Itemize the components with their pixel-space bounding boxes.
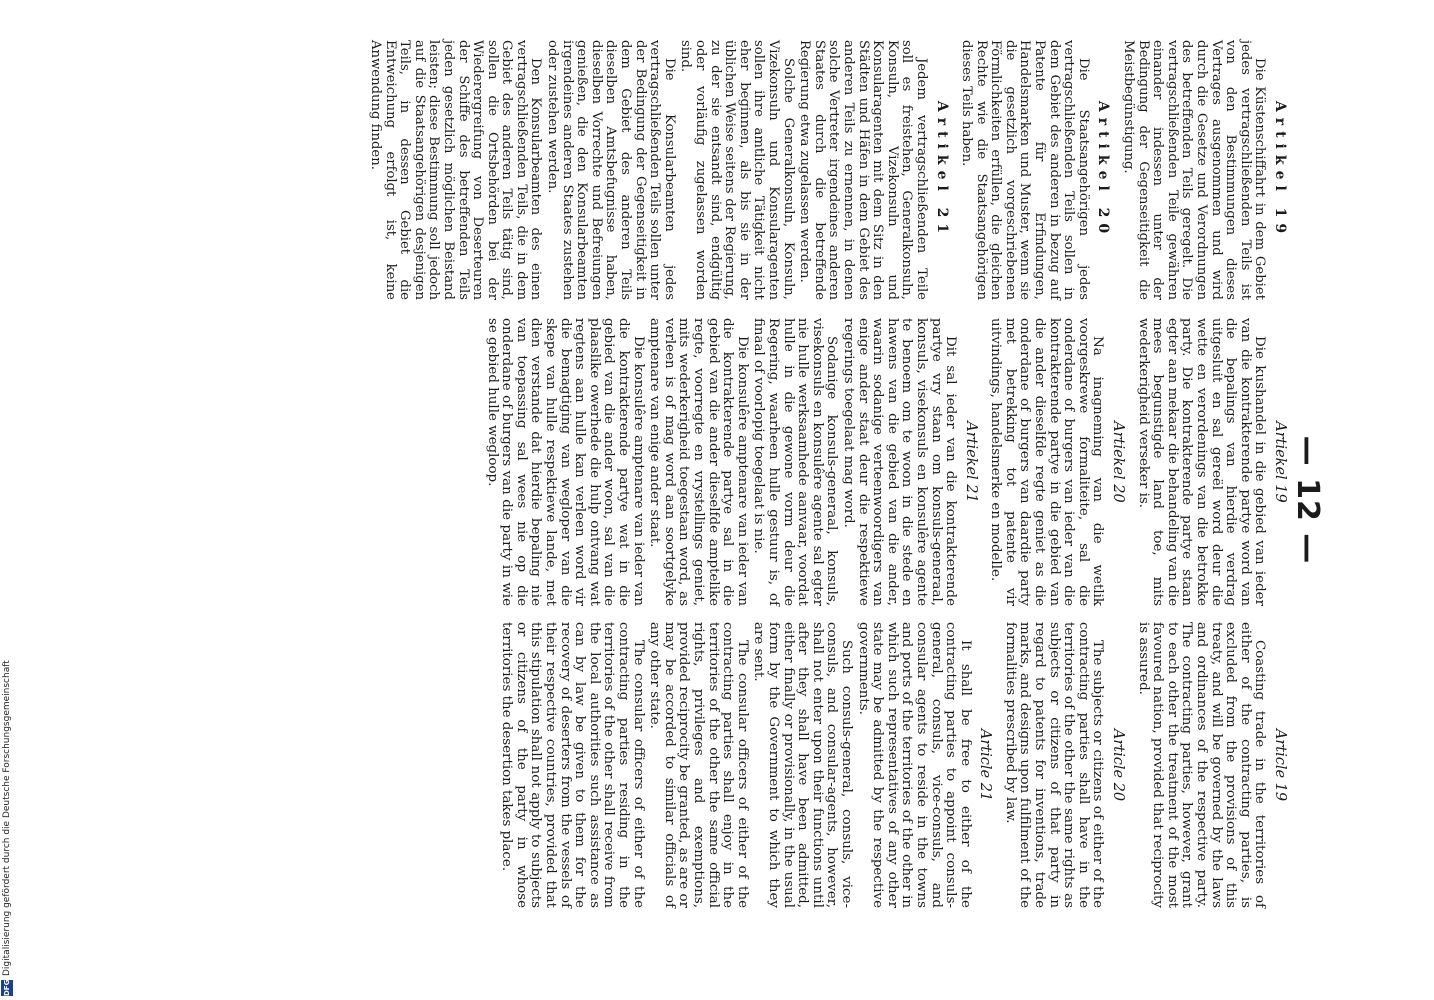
article-heading: Article 20 xyxy=(1110,728,1127,802)
article-heading: Artiekel 21 xyxy=(962,421,979,503)
paragraph: Such consuls-general, consuls, vice-consuls, and consular-agents, however, shall not enter upon their functions until after they shall have been admitted, either finally or provisionally, in the usual form by the Government to which they are sent. xyxy=(751,622,854,908)
article-heading: Article 21 xyxy=(977,728,994,802)
paragraph: Die konsulêre amptenare van ieder van die kontrakterende partye sal in die gebied van die ander dieselfde amptelike regte, voorregte en vrystellings geniet, mits wederkerigheid toegestaan word, as verleen is of mag word aan soortgelyke amptenare van enige ander staat. xyxy=(647,318,750,606)
rotated-page xyxy=(315,0,1325,1000)
paragraph: Den Konsularbeamten des einen vertragschließenden Teils, die in dem Gebiet des anderen Teils tätig sind, sollen die Ortsbehörden bei der Wiederergreifung von Deserteuren der Schiffe des betreffenden Teils jeden gesetzlich möglichen Beistand leisten; diese Bestimmung soll jedoch auf die Staatsangehörigen desjenigen Teils, in dessen Gebiet die Entweichung erfolgt ist, keine Anwendung finden. xyxy=(367,40,544,300)
paragraph: Sodanige konsuls-generaal, konsuls, visekonsuls en konsulêre agente sal egter nie hulle werksaamhede aanvaar, voordat hulle in die gewone vorm deur die Regering, waarheen hulle gestuur is, of finaal of voorlopig toegelaat is nie. xyxy=(751,318,840,606)
side-note-text: Digitalisierung gefördert durch die Deutsche Forschungsgemeinschaft xyxy=(2,660,12,976)
side-note-strip xyxy=(2,6,16,996)
paragraph: The consular officers of either of the contracting parties residing in the territories of the other shall receive from the local authorities such assistance as can by law be given to them for the recovery of deserters from the vessels of their respective countries, provided that this stipulation shall not apply to subjects or citizens of the party in whose territories the desertion takes place. xyxy=(499,622,646,908)
article-heading: Artikel 19 xyxy=(1272,100,1288,240)
paragraph: Die kushandel in die gebied van ieder van die kontrakterende partye word van die bepalings van hierdie verdrag uitgesluit en sal gereël word deur die wette en verordenings van die betrokke party. Die kontrakterende partye staan egter aan mekaar die behandeling van die mees begunstigde land toe, mits wederkerigheid verseker is. xyxy=(1135,318,1268,606)
paragraph: Die konsulêre amptenare van ieder van die kontrakterende partye wat in die gebied van die ander woon, sal van die plaaslike owerhede die hulp ontvang wat regtens aan hulle kan verleen word vir die bemagtiging van wegloper van die skepe van hulle respektiewe lande, met dien verstande dat hierdie bepaling nie van toepassing sal wees nie op die onderdane of burgers van die party in wie se gebied hulle wegloop. xyxy=(484,318,646,606)
article-heading: Artiekel 19 xyxy=(1272,421,1288,503)
paragraph: Die Küstenschiffahrt in dem Gebiet jedes vertragschließenden Teils ist von den Bestimmungen dieses Vertrages ausgenommen und wird durch die Gesetze und Verordnungen des betreffenden Teils geregelt. Die vertragschließenden Teile gewähren einander indessen unter der Bedingung der Gegenseitigkeit die Meistbegünstigung. xyxy=(1121,40,1268,300)
paragraph: Solche Generalkonsuln, Konsuln, Vizekonsuln und Konsularagenten sollen ihre amtliche Tätigkeit nicht eher beginnen, als bis sie in der üblichen Weise seitens der Regierung, zu der sie entsandt sind, endgültig oder vorläufig zugelassen worden sind. xyxy=(678,40,796,300)
afrikaans-column xyxy=(484,318,1287,606)
article-heading: Artikel 20 xyxy=(1095,100,1112,240)
paragraph: Die Staatsangehörigen jedes vertragschließenden Teils sollen in dem Gebiet des anderen in bezug auf Patente für Erfindungen, Handelsmarken und Muster, wenn sie die gesetzlich vorgeschriebenen Förmlichkeiten erfüllen, die gleichen Rechte wie die Staatsangehörigen dieses Teils haben. xyxy=(959,40,1091,300)
paragraph: The subjects or citizens of either of the contracting parties shall have in the territories of the other the same rights as subjects or citizens of that party in regard to patents for inventions, trade marks, and designs upon fulfilment of the formalities prescribed by law. xyxy=(1002,622,1106,908)
paragraph: It shall be free to either of the contracting parties to appoint consuls-general, consuls, vice-consuls, and consular agents to reside in the towns and ports of the territories of the other in which such representatives of any other state may be admitted by the respective governments. xyxy=(855,622,973,908)
article-heading: Article 19 xyxy=(1272,728,1288,802)
dfg-logo-icon: DFG xyxy=(3,979,11,996)
german-column xyxy=(367,40,1287,300)
paragraph: Na inagneming van die wetlik voorgeskrewe formaliteite, sal die onderdane of burgers van ieder van die kontrakterende partye in die gebied van die ander dieselfde regte geniet as die onderdane of burgers van daardie party met betrekking tot patente vir uitvindings, handelsmerke en modelle. xyxy=(988,318,1106,606)
paragraph: Jedem vertragschließenden Teile soll es freistehen, Generalkonsuln, Konsuln, Vizekonsuln und Konsularagenten mit dem Sitz in den Städten und Häfen in dem Gebiet des anderen Teils zu ernennen, in denen solche Vertreter irgendeines anderen Staates durch die betreffende Regierung etwa zugelassen werden. xyxy=(797,40,929,300)
paragraph: Dit sal ieder van die kontrakterende partye vry staan om konsuls-generaal, konsuls, visekonsuls en konsulêre agente te benoem om te woon in die stede en hawens van die gebied van die ander, waarin sodanige verteenwoordigers van enige ander staat deur die respektiewe regerings toegelaat mag word. xyxy=(840,318,959,606)
article-heading: Artikel 21 xyxy=(933,100,950,240)
paragraph: Die Konsularbeamten jedes vertragschließenden Teils sollen unter der Bedingung der Gegenseitigkeit in dem Gebiet des anderen Teils dieselben Amtsbefugnisse haben, dieselben Vorrechte und Befreiungen genießen, die den Konsularbeamten irgendeines anderen Staates zustehen oder zustehen werden. xyxy=(545,40,677,300)
article-heading: Artiekel 20 xyxy=(1110,421,1127,503)
paragraph: Coasting trade in the territories of either of the contracting parties, is excluded from the provisions of this treaty, and will be governed by the laws and ordinances of the respective party. The contracting parties, however, grant to each other the treatment of the most favoured nation, provided that reciprocity is assured. xyxy=(1135,622,1268,908)
english-column xyxy=(499,622,1287,908)
paragraph: The consular officers of either of the contracting parties shall enjoy in the territories of the other the same official rights, privileges and exemptions, provided reciprocity be granted, as are or may be accorded to similar officials of any other state. xyxy=(647,622,750,908)
page-number: — 12 — xyxy=(1290,435,1325,565)
